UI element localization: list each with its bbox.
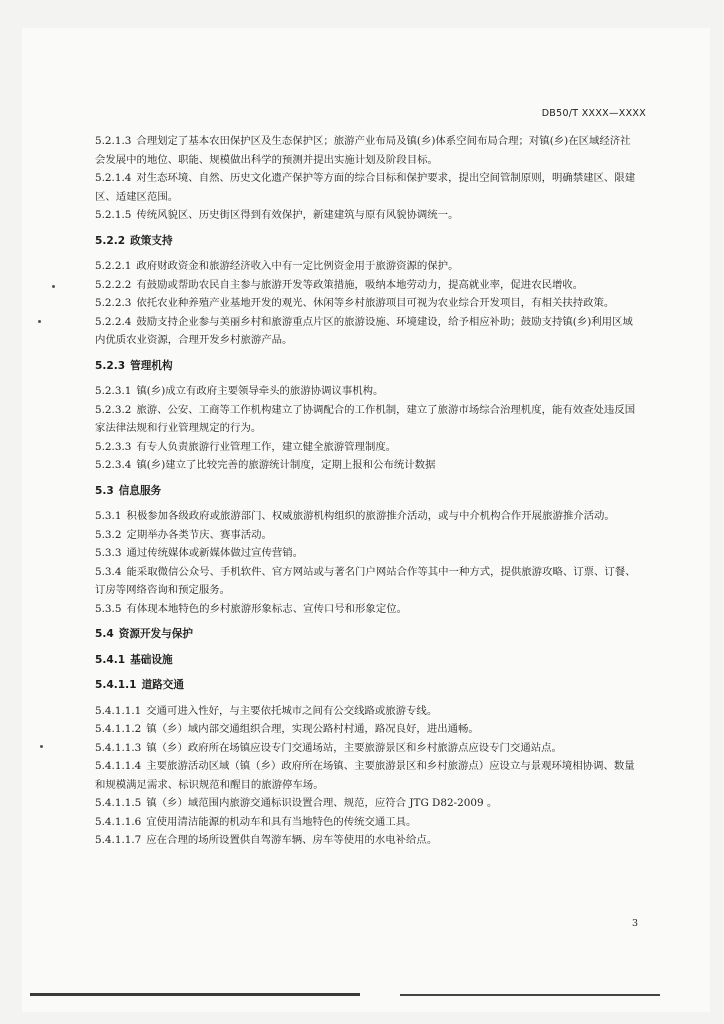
clause-number: 5.4.1.1.5 — [95, 797, 142, 809]
clause-number: 5.2.3 — [95, 359, 126, 372]
clause-paragraph — [95, 132, 640, 169]
clause-text: 政策支持 — [130, 234, 173, 247]
scan-edge-mark — [400, 994, 660, 996]
clause-number: 5.4.1.1.7 — [95, 834, 142, 846]
clause-number: 5.3.3 — [95, 547, 122, 559]
clause-text: 积极参加各级政府或旅游部门、权威旅游机构组织的旅游推介活动，或与中介机构合作开展旅游推介活动。 — [126, 510, 615, 522]
clause-text: 对生态环境、自然、历史文化遗产保护等方面的综合目标和保护要求，提出空间管制原则，明确禁建区、限建区、适建区范围。 — [95, 172, 636, 203]
clause-text: 资源开发与保护 — [118, 628, 193, 640]
clause-paragraph — [95, 276, 640, 295]
clause-number: 5.3.4 — [95, 565, 122, 578]
clause-paragraph — [95, 757, 640, 794]
clause-paragraph — [95, 526, 640, 545]
section-heading — [95, 625, 640, 644]
clause-paragraph — [95, 206, 640, 225]
clause-paragraph — [95, 507, 640, 526]
clause-number: 5.2.2 — [95, 234, 126, 247]
clause-text: 能采取微信公众号、手机软件、官方网站或与著名门户网站合作等其中一种方式，提供旅游攻略、订票、订餐、订房等网络咨询和预定服务。 — [95, 565, 636, 596]
clause-paragraph — [95, 382, 640, 401]
clause-paragraph — [95, 702, 640, 721]
clause-paragraph — [95, 438, 640, 457]
clause-text: 有体现本地特色的乡村旅游形象标志、宣传口号和形象定位。 — [126, 602, 407, 615]
clause-paragraph — [95, 456, 640, 475]
clause-number: 5.3 — [95, 484, 114, 497]
clause-number: 5.3.5 — [95, 602, 122, 615]
scan-speck — [52, 285, 55, 288]
clause-paragraph — [95, 831, 640, 850]
doc-code-header: DB50/T XXXX—XXXX — [541, 108, 646, 119]
clause-text: 宜使用清洁能源的机动车和具有当地特色的传统交通工具。 — [146, 815, 417, 828]
clause-paragraph — [95, 813, 640, 832]
clause-paragraph — [95, 169, 640, 206]
clause-number: 5.4.1.1.2 — [95, 723, 142, 735]
clause-paragraph — [95, 720, 640, 739]
clause-text: 管理机构 — [130, 359, 173, 372]
clause-text: 传统风貌区、历史街区得到有效保护，新建建筑与原有风貌协调统一。 — [136, 209, 459, 221]
scan-speck — [40, 745, 43, 748]
clause-text: 政府财政资金和旅游经济收入中有一定比例资金用于旅游资源的保护。 — [136, 260, 459, 272]
clause-number: 5.2.1.3 — [95, 135, 132, 147]
clause-text: 旅游、公安、工商等工作机构建立了协调配合的工作机制，建立了旅游市场综合治理机度，能有效查处违反国家法律法规和行业管理规定的行为。 — [95, 403, 636, 434]
scan-speck — [38, 320, 41, 323]
clause-paragraph — [95, 739, 640, 758]
clause-number: 5.2.1.5 — [95, 209, 132, 221]
document-body — [95, 132, 640, 850]
clause-number: 5.4.1.1.4 — [95, 760, 142, 772]
clause-text: 应在合理的场所设置供自驾游车辆、房车等使用的水电补给点。 — [146, 834, 438, 846]
clause-text: 依托农业种养殖产业基地开发的观光、休闲等乡村旅游项目可视为农业综合开发项目，有相关扶持政策。 — [136, 297, 615, 309]
clause-number: 5.2.1.4 — [95, 172, 132, 184]
clause-number: 5.2.3.1 — [95, 385, 132, 397]
clause-number: 5.4.1.1.6 — [95, 815, 142, 828]
clause-paragraph — [95, 600, 640, 619]
clause-text: 镇（乡）域范围内旅游交通标识设置合理、规范，应符合 JTG D82-2009 。 — [146, 797, 498, 809]
clause-paragraph — [95, 257, 640, 276]
clause-text: 主要旅游活动区域（镇（乡）政府所在场镇、主要旅游景区和乡村旅游点）应设立与景观环境相协调、数量和规模满足需求、标识规范和醒目的旅游停车场。 — [95, 760, 635, 791]
section-heading — [95, 357, 640, 376]
clause-number: 5.2.3.2 — [95, 403, 132, 416]
clause-text: 镇(乡)成立有政府主要领导牵头的旅游协调议事机构。 — [136, 385, 384, 397]
clause-text: 合理划定了基本农田保护区及生态保护区；旅游产业布局及镇(乡)体系空间布局合理；对镇(乡)在区域经济社会发展中的地位、职能、规模做出科学的预测并提出实施计划及阶段目标。 — [95, 135, 631, 166]
clause-text: 鼓励支持企业参与美丽乡村和旅游重点片区的旅游设施、环境建设，给予相应补助；鼓励支持镇(乡)利用区域内优质农业资源，合理开发乡村旅游产品。 — [95, 315, 633, 346]
clause-number: 5.2.3.4 — [95, 459, 132, 471]
clause-text: 定期举办各类节庆、赛事活动。 — [126, 528, 272, 541]
clause-number: 5.3.2 — [95, 528, 122, 541]
clause-paragraph — [95, 563, 640, 600]
clause-text: 有鼓励或帮助农民自主参与旅游开发等政策措施，吸纳本地劳动力，提高就业率，促进农民增收。 — [136, 278, 584, 291]
clause-text: 镇（乡）域内部交通组织合理，实现公路村村通，路况良好，进出通畅。 — [146, 723, 479, 735]
clause-paragraph — [95, 544, 640, 563]
clause-text: 通过传统媒体或新媒体做过宣传营销。 — [126, 547, 304, 559]
clause-number: 5.2.3.3 — [95, 440, 132, 453]
clause-paragraph — [95, 313, 640, 350]
clause-text: 信息服务 — [118, 484, 162, 497]
section-heading — [95, 651, 640, 670]
clause-number: 5.2.2.3 — [95, 297, 132, 309]
clause-number: 5.4 — [95, 628, 114, 640]
section-heading — [95, 482, 640, 501]
clause-text: 基础设施 — [130, 653, 173, 666]
clause-number: 5.2.2.1 — [95, 260, 132, 272]
clause-number: 5.4.1 — [95, 653, 126, 666]
clause-text: 镇（乡）政府所在场镇应设专门交通场站，主要旅游景区和乡村旅游点应设专门交通站点。 — [146, 741, 562, 754]
page-number: 3 — [631, 918, 638, 929]
clause-paragraph — [95, 294, 640, 313]
clause-text: 有专人负责旅游行业管理工作，建立健全旅游管理制度。 — [136, 440, 397, 453]
scan-edge-mark — [30, 993, 360, 996]
clause-number: 5.4.1.1.1 — [95, 704, 142, 717]
clause-number: 5.4.1.1 — [95, 679, 137, 691]
clause-text: 道路交通 — [141, 679, 184, 691]
clause-text: 镇(乡)建立了比较完善的旅游统计制度，定期上报和公布统计数据 — [136, 459, 436, 471]
clause-paragraph — [95, 401, 640, 438]
clause-number: 5.2.2.4 — [95, 315, 132, 328]
section-heading — [95, 232, 640, 251]
clause-number: 5.3.1 — [95, 510, 122, 522]
clause-number: 5.4.1.1.3 — [95, 741, 142, 754]
clause-number: 5.2.2.2 — [95, 278, 132, 291]
section-heading — [95, 676, 640, 695]
clause-text: 交通可进入性好，与主要依托城市之间有公交线路或旅游专线。 — [146, 704, 438, 717]
clause-paragraph — [95, 794, 640, 813]
